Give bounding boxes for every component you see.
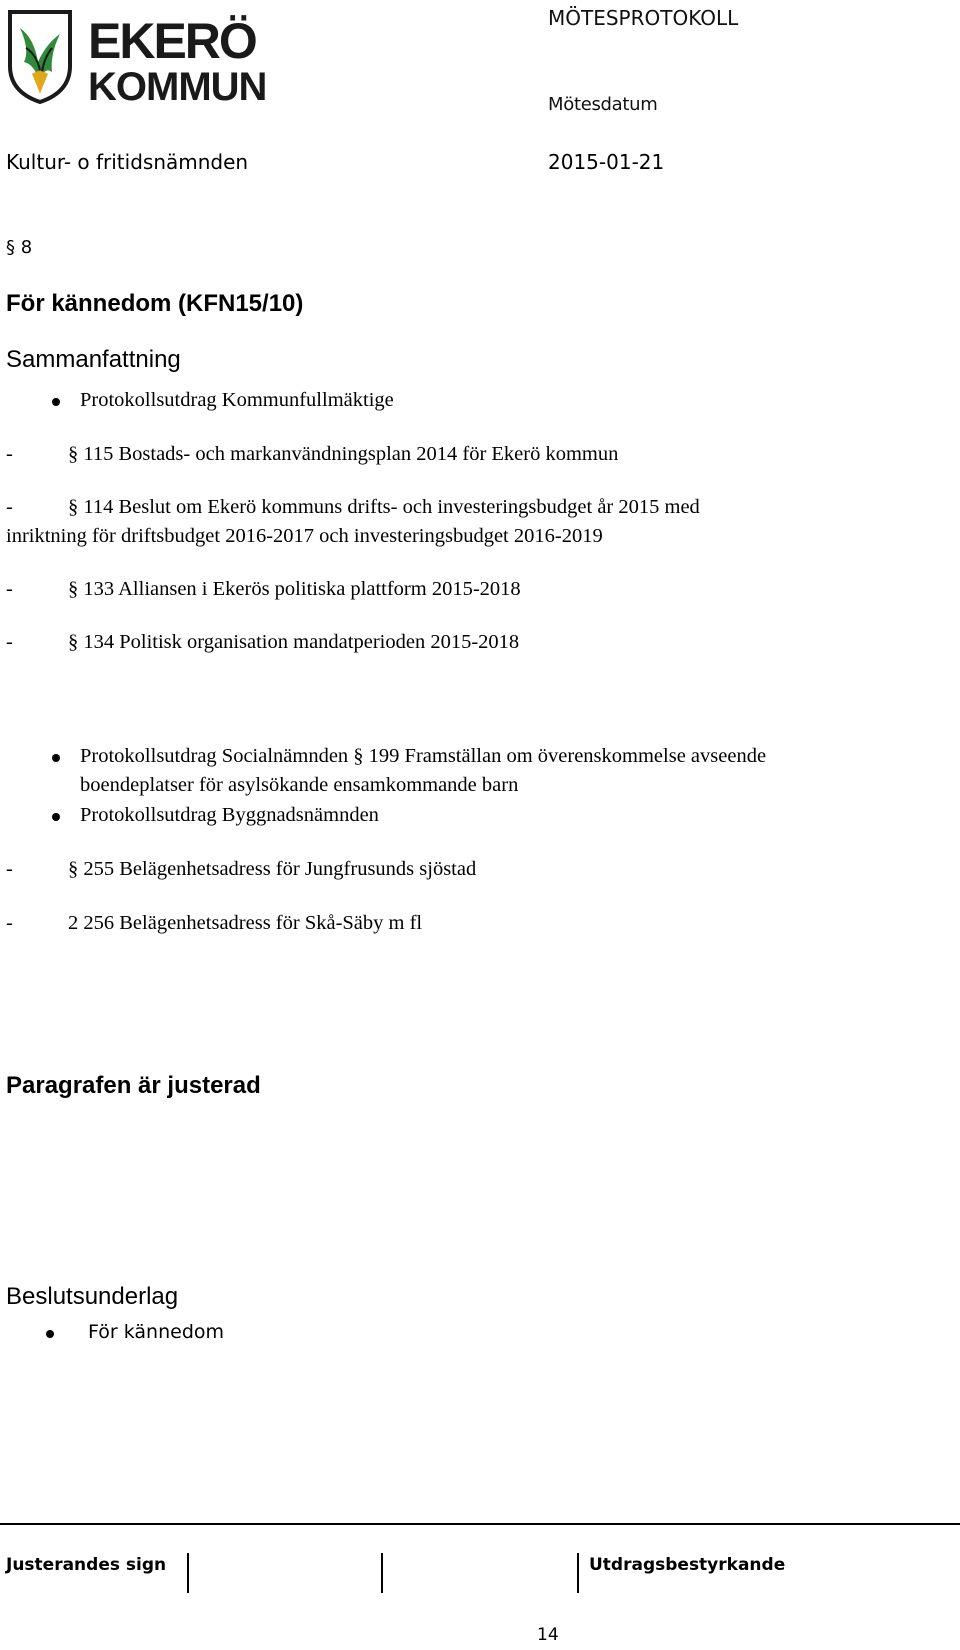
- bullet-icon: [52, 398, 60, 406]
- list-item-text: § 134 Politisk organisation mandatperioden 2015-2018: [68, 631, 520, 653]
- basis-item: För kännedom: [88, 1321, 225, 1343]
- group2-heading: Protokollsutdrag Socialnämnden § 199 Framställan om överenskommelse avseende: [80, 745, 767, 767]
- adjusted-statement: Paragrafen är justerad: [6, 1072, 261, 1099]
- bullet-icon: [52, 754, 60, 762]
- document-type: MÖTESPROTOKOLL: [548, 6, 739, 30]
- group3-heading: Protokollsutdrag Byggnadsnämnden: [80, 804, 379, 826]
- dash-marker: -: [6, 631, 13, 653]
- signature-box-divider: [381, 1553, 383, 1593]
- coat-of-arms-icon: [6, 8, 276, 104]
- list-item-text: 2 256 Belägenhetsadress för Skå-Säby m fl: [68, 912, 423, 934]
- dash-marker: -: [6, 443, 13, 465]
- meeting-date-label: Mötesdatum: [548, 94, 658, 115]
- dash-marker: -: [6, 912, 13, 934]
- bullet-icon: [52, 813, 60, 821]
- group1-heading: Protokollsutdrag Kommunfullmäktige: [80, 389, 394, 411]
- ekero-kommun-logo: [6, 8, 276, 104]
- page-number: 14: [537, 1625, 559, 1645]
- section-title: För kännedom (KFN15/10): [6, 290, 304, 317]
- meeting-date: 2015-01-21: [548, 150, 665, 174]
- group2-heading-continued: boendeplatser för asylsökande ensamkommande barn: [80, 774, 519, 796]
- paragraph-number: § 8: [6, 237, 33, 258]
- list-item-text-continued: inriktning för driftsbudget 2016-2017 och investeringsbudget 2016-2019: [6, 525, 603, 547]
- logo-line1: EKERÖ: [88, 13, 256, 69]
- summary-heading: Sammanfattning: [6, 346, 181, 373]
- bullet-icon: [46, 1330, 54, 1338]
- signature-box-divider: [577, 1553, 579, 1593]
- logo-line2: KOMMUN: [88, 65, 267, 104]
- list-item-text: § 133 Alliansen i Ekerös politiska plattform 2015-2018: [68, 578, 521, 600]
- committee-name: Kultur- o fritidsnämnden: [6, 150, 249, 174]
- list-item-text: § 255 Belägenhetsadress för Jungfrusunds sjöstad: [68, 858, 477, 880]
- dash-marker: -: [6, 578, 13, 600]
- list-item-text: § 115 Bostads- och markanvändningsplan 2014 för Ekerö kommun: [68, 443, 619, 465]
- extract-certification-label: Utdragsbestyrkande: [589, 1555, 786, 1575]
- decision-basis-heading: Beslutsunderlag: [6, 1283, 179, 1310]
- signature-box-divider: [187, 1553, 189, 1593]
- signature-label: Justerandes sign: [6, 1555, 167, 1575]
- list-item-text: § 114 Beslut om Ekerö kommuns drifts- och investeringsbudget år 2015 med: [68, 496, 700, 518]
- dash-marker: -: [6, 858, 13, 880]
- dash-marker: -: [6, 496, 13, 518]
- footer-divider: [0, 1523, 960, 1525]
